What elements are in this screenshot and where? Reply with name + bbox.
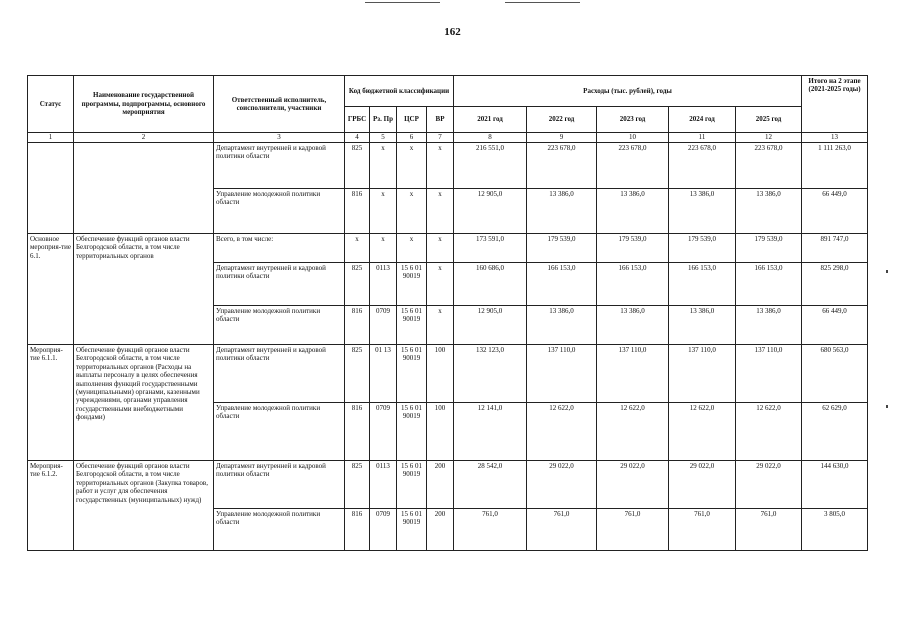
table-row <box>28 234 868 263</box>
header-total: Итого на 2 этапе (2021-2025 годы) <box>802 76 868 133</box>
name-cell: Обеспечение функций органов власти Белгородской области, в том числе территориальных органов <box>74 234 214 345</box>
value-2023: 179 539,0 <box>597 234 669 263</box>
csr-cell: 15 6 01 90019 <box>397 461 427 509</box>
value-2024: 12 622,0 <box>669 403 736 461</box>
value-2024: 761,0 <box>669 509 736 551</box>
column-number: 7 <box>427 133 454 143</box>
value-2022: 137 110,0 <box>527 345 597 403</box>
column-number: 11 <box>669 133 736 143</box>
rzpr-cell: 0113 <box>370 263 397 306</box>
header-status: Статус <box>28 76 74 133</box>
scan-edge-line-right <box>505 2 580 3</box>
grbs-cell: 825 <box>345 263 370 306</box>
value-2021: 12 141,0 <box>454 403 527 461</box>
value-2021: 173 591,0 <box>454 234 527 263</box>
value-2022: 12 622,0 <box>527 403 597 461</box>
name-cell: Обеспечение функций органов власти Белгородской области, в том числе территориальных органов (Расходы на выплаты персоналу в целях обеспечения выполнения функций государственными (муниципальными) органами, казенными учреждениями, органами управления государственными внебюджетными фондами) <box>74 345 214 461</box>
value-2021: 216 551,0 <box>454 143 527 189</box>
value-2025: 223 678,0 <box>736 143 802 189</box>
scan-mark-2 <box>886 405 888 408</box>
executor-cell: Всего, в том числе: <box>214 234 345 263</box>
value-2024: 29 022,0 <box>669 461 736 509</box>
value-2025: 761,0 <box>736 509 802 551</box>
column-number: 1 <box>28 133 74 143</box>
value-2021: 132 123,0 <box>454 345 527 403</box>
status-cell: Мероприя-тие 6.1.1. <box>28 345 74 461</box>
page-number: 162 <box>444 26 461 38</box>
rzpr-cell: 0709 <box>370 509 397 551</box>
value-2022: 223 678,0 <box>527 143 597 189</box>
status-cell <box>28 143 74 234</box>
header-row <box>28 76 868 107</box>
rzpr-cell: х <box>370 143 397 189</box>
vr-cell: х <box>427 306 454 345</box>
value-2022: 179 539,0 <box>527 234 597 263</box>
rzpr-cell: х <box>370 189 397 234</box>
value-2025: 13 386,0 <box>736 306 802 345</box>
value-2021: 12 905,0 <box>454 306 527 345</box>
header-name: Наименование государственной программы, подпрограммы, основного мероприятия <box>74 76 214 133</box>
value-2021: 28 542,0 <box>454 461 527 509</box>
value-2024: 179 539,0 <box>669 234 736 263</box>
value-2022: 13 386,0 <box>527 306 597 345</box>
header-2022: 2022 год <box>527 107 597 133</box>
vr-cell: 200 <box>427 461 454 509</box>
column-number-row <box>28 133 868 143</box>
table-row <box>28 345 868 403</box>
value-total: 66 449,0 <box>802 306 868 345</box>
value-2023: 13 386,0 <box>597 189 669 234</box>
scan-mark-1 <box>886 270 888 273</box>
header-csr: ЦСР <box>397 107 427 133</box>
value-2025: 166 153,0 <box>736 263 802 306</box>
grbs-cell: 825 <box>345 461 370 509</box>
grbs-cell: 816 <box>345 306 370 345</box>
grbs-cell: х <box>345 234 370 263</box>
column-number: 3 <box>214 133 345 143</box>
value-total: 66 449,0 <box>802 189 868 234</box>
grbs-cell: 816 <box>345 189 370 234</box>
csr-cell: 15 6 01 90019 <box>397 306 427 345</box>
table-row <box>28 461 868 509</box>
header-budget-code: Код бюджетной классификации <box>345 76 454 107</box>
column-number: 5 <box>370 133 397 143</box>
column-number: 13 <box>802 133 868 143</box>
value-2023: 223 678,0 <box>597 143 669 189</box>
value-2023: 761,0 <box>597 509 669 551</box>
value-2025: 29 022,0 <box>736 461 802 509</box>
value-2023: 12 622,0 <box>597 403 669 461</box>
value-2023: 29 022,0 <box>597 461 669 509</box>
column-number: 2 <box>74 133 214 143</box>
status-cell: Основное мероприя-тие 6.1. <box>28 234 74 345</box>
header-2021: 2021 год <box>454 107 527 133</box>
csr-cell: 15 6 01 90019 <box>397 403 427 461</box>
header-2025: 2025 год <box>736 107 802 133</box>
value-total: 1 111 263,0 <box>802 143 868 189</box>
value-2025: 13 386,0 <box>736 189 802 234</box>
value-2024: 137 110,0 <box>669 345 736 403</box>
value-2025: 12 622,0 <box>736 403 802 461</box>
name-cell: Обеспечение функций органов власти Белгородской области, в том числе территориальных органов (Закупка товаров, работ и услуг для обеспечения государственных (муниципальных) нужд) <box>74 461 214 551</box>
value-2022: 166 153,0 <box>527 263 597 306</box>
rzpr-cell: 0709 <box>370 306 397 345</box>
vr-cell: 100 <box>427 345 454 403</box>
value-2021: 761,0 <box>454 509 527 551</box>
name-cell <box>74 143 214 234</box>
csr-cell: х <box>397 143 427 189</box>
column-number: 4 <box>345 133 370 143</box>
rzpr-cell: 0113 <box>370 461 397 509</box>
vr-cell: х <box>427 189 454 234</box>
column-number: 9 <box>527 133 597 143</box>
header-expenses: Расходы (тыс. рублей), годы <box>454 76 802 107</box>
column-number: 8 <box>454 133 527 143</box>
csr-cell: 15 6 01 90019 <box>397 345 427 403</box>
header-vr: ВР <box>427 107 454 133</box>
header-grbs: ГРБС <box>345 107 370 133</box>
value-total: 825 298,0 <box>802 263 868 306</box>
value-2025: 137 110,0 <box>736 345 802 403</box>
rzpr-cell: х <box>370 234 397 263</box>
value-2023: 13 386,0 <box>597 306 669 345</box>
value-total: 891 747,0 <box>802 234 868 263</box>
value-total: 62 629,0 <box>802 403 868 461</box>
value-total: 144 630,0 <box>802 461 868 509</box>
scan-edge-line-left <box>365 2 440 3</box>
value-2023: 137 110,0 <box>597 345 669 403</box>
column-number: 6 <box>397 133 427 143</box>
value-2021: 160 686,0 <box>454 263 527 306</box>
grbs-cell: 825 <box>345 143 370 189</box>
vr-cell: 100 <box>427 403 454 461</box>
executor-cell: Управление молодежной политики области <box>214 306 345 345</box>
header-rzpr: Рз. Пр <box>370 107 397 133</box>
value-2024: 223 678,0 <box>669 143 736 189</box>
value-2025: 179 539,0 <box>736 234 802 263</box>
executor-cell: Департамент внутренней и кадровой политики области <box>214 263 345 306</box>
value-2022: 13 386,0 <box>527 189 597 234</box>
status-cell: Мероприя-тие 6.1.2. <box>28 461 74 551</box>
csr-cell: 15 6 01 90019 <box>397 509 427 551</box>
header-2024: 2024 год <box>669 107 736 133</box>
value-total: 680 563,0 <box>802 345 868 403</box>
value-2022: 29 022,0 <box>527 461 597 509</box>
executor-cell: Департамент внутренней и кадровой политики области <box>214 461 345 509</box>
value-2024: 13 386,0 <box>669 306 736 345</box>
table-row <box>28 143 868 189</box>
executor-cell: Департамент внутренней и кадровой политики области <box>214 345 345 403</box>
value-2024: 13 386,0 <box>669 189 736 234</box>
value-2023: 166 153,0 <box>597 263 669 306</box>
executor-cell: Департамент внутренней и кадровой политики области <box>214 143 345 189</box>
column-number: 12 <box>736 133 802 143</box>
budget-table <box>27 75 868 551</box>
csr-cell: 15 6 01 90019 <box>397 263 427 306</box>
header-executor: Ответственный исполнитель, соисполнители, участники <box>214 76 345 133</box>
column-number: 10 <box>597 133 669 143</box>
value-2022: 761,0 <box>527 509 597 551</box>
vr-cell: х <box>427 234 454 263</box>
rzpr-cell: 0709 <box>370 403 397 461</box>
grbs-cell: 825 <box>345 345 370 403</box>
vr-cell: 200 <box>427 509 454 551</box>
executor-cell: Управление молодежной политики области <box>214 189 345 234</box>
value-total: 3 805,0 <box>802 509 868 551</box>
csr-cell: х <box>397 234 427 263</box>
header-2023: 2023 год <box>597 107 669 133</box>
vr-cell: х <box>427 263 454 306</box>
grbs-cell: 816 <box>345 509 370 551</box>
value-2024: 166 153,0 <box>669 263 736 306</box>
rzpr-cell: 01 13 <box>370 345 397 403</box>
executor-cell: Управление молодежной политики области <box>214 509 345 551</box>
vr-cell: х <box>427 143 454 189</box>
value-2021: 12 905,0 <box>454 189 527 234</box>
grbs-cell: 816 <box>345 403 370 461</box>
csr-cell: х <box>397 189 427 234</box>
executor-cell: Управление молодежной политики области <box>214 403 345 461</box>
